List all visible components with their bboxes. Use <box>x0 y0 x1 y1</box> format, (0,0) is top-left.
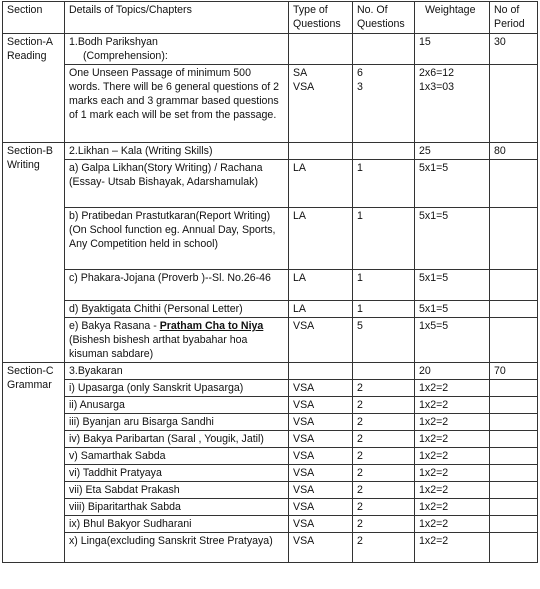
weightage-value: 1x2=2 <box>415 431 490 448</box>
syllabus-table <box>2 1 538 563</box>
topic-text: vii) Eta Sabdat Prakash <box>65 482 289 499</box>
header-weightage: Weightage <box>415 2 490 34</box>
question-count: 2 <box>353 533 415 563</box>
question-type: LA <box>289 160 353 208</box>
table-row <box>3 431 538 448</box>
section-a-no1: 6 <box>357 67 363 79</box>
section-a-no2: 3 <box>357 81 363 93</box>
table-row <box>3 270 538 301</box>
section-a-sub: Reading <box>7 50 47 62</box>
header-period-line1: No of <box>494 4 520 16</box>
table-row <box>3 318 538 363</box>
topic-text: x) Linga(excluding Sanskrit Stree Pratyaya) <box>65 533 289 563</box>
question-count: 2 <box>353 465 415 482</box>
question-count: 2 <box>353 516 415 533</box>
topic-line2: (On School function eg. Annual Day, Sports, Any Competition held in school) <box>69 224 276 250</box>
header-type-line1: Type of <box>293 4 328 16</box>
topic-line1 <box>69 319 284 333</box>
question-type: VSA <box>289 318 353 363</box>
question-type: VSA <box>289 516 353 533</box>
weightage-value: 1x2=2 <box>415 397 490 414</box>
topic-text: vi) Taddhit Pratyaya <box>65 465 289 482</box>
section-c-weightage: 20 <box>415 363 490 380</box>
weightage-value: 1x2=2 <box>415 533 490 563</box>
question-count: 2 <box>353 431 415 448</box>
topic-line2: (Bishesh bishesh arthat byabahar hoa kisuman sabdare) <box>69 334 248 360</box>
topic-line1: b) Pratibedan Prastutkaran(Report Writing) <box>69 210 271 222</box>
table-row <box>3 516 538 533</box>
table-row <box>3 499 538 516</box>
topic-text: ix) Bhul Bakyor Sudharani <box>65 516 289 533</box>
topic-text: iv) Bakya Paribartan (Saral , Yougik, Jatil) <box>65 431 289 448</box>
topic-text: iii) Byanjan aru Bisarga Sandhi <box>65 414 289 431</box>
question-type: VSA <box>289 465 353 482</box>
section-c-label <box>3 363 65 563</box>
table-row <box>3 301 538 318</box>
section-a-type1: SA <box>293 67 308 79</box>
section-b-weightage: 25 <box>415 143 490 160</box>
header-no-line1: No. Of <box>357 4 388 16</box>
section-a-passage-row <box>3 65 538 143</box>
section-c-sub: Grammar <box>7 379 52 391</box>
question-type: VSA <box>289 482 353 499</box>
question-type: LA <box>289 208 353 270</box>
question-count: 2 <box>353 448 415 465</box>
question-type: VSA <box>289 448 353 465</box>
header-section: Section <box>3 2 65 34</box>
section-b-period: 80 <box>490 143 538 160</box>
header-row <box>3 2 538 34</box>
table-row <box>3 533 538 563</box>
weightage-value: 1x5=5 <box>415 318 490 363</box>
weightage-value: 1x2=2 <box>415 414 490 431</box>
section-a-nos <box>353 65 415 143</box>
weightage-value: 1x2=2 <box>415 448 490 465</box>
section-a-title-text: 1.Bodh Parikshyan <box>69 36 158 48</box>
topic-prefix: e) Bakya Rasana - <box>69 320 160 332</box>
section-a-title <box>65 34 289 65</box>
section-b-title-row <box>3 143 538 160</box>
question-count: 1 <box>353 270 415 301</box>
question-type: LA <box>289 270 353 301</box>
weightage-value: 5x1=5 <box>415 160 490 208</box>
weightage-value: 5x1=5 <box>415 301 490 318</box>
question-count: 2 <box>353 482 415 499</box>
section-a-type2: VSA <box>293 81 315 93</box>
question-count: 1 <box>353 160 415 208</box>
header-details: Details of Topics/Chapters <box>65 2 289 34</box>
topic-text: a) Galpa Likhan(Story Writing) / Rachana (Essay- Utsab Bishayak, Adarshamulak) <box>65 160 289 208</box>
topic-text: ii) Anusarga <box>65 397 289 414</box>
question-type: VSA <box>289 414 353 431</box>
topic-text <box>65 208 289 270</box>
section-a-w1: 2x6=12 <box>419 67 455 79</box>
section-c-title: 3.Byakaran <box>65 363 289 380</box>
section-a-name: Section-A <box>7 36 53 48</box>
section-b-title: 2.Likhan – Kala (Writing Skills) <box>65 143 289 160</box>
topic-text: v) Samarthak Sabda <box>65 448 289 465</box>
question-count: 2 <box>353 414 415 431</box>
weightage-value: 1x2=2 <box>415 499 490 516</box>
header-type <box>289 2 353 34</box>
topic-underlined: Pratham Cha to Niya <box>159 320 264 332</box>
section-a-title-row <box>3 34 538 65</box>
section-a-ws <box>415 65 490 143</box>
topic-text: i) Upasarga (only Sanskrit Upasarga) <box>65 380 289 397</box>
table-row <box>3 208 538 270</box>
question-type: VSA <box>289 380 353 397</box>
header-no-line2: Questions <box>357 18 405 30</box>
question-count: 2 <box>353 380 415 397</box>
question-type: VSA <box>289 499 353 516</box>
table-row <box>3 160 538 208</box>
question-count: 2 <box>353 499 415 516</box>
topic-text: c) Phakara-Jojana (Proverb )--Sl. No.26-46 <box>65 270 289 301</box>
table-row <box>3 465 538 482</box>
header-no <box>353 2 415 34</box>
table-row <box>3 380 538 397</box>
weightage-value: 5x1=5 <box>415 208 490 270</box>
question-count: 1 <box>353 301 415 318</box>
section-c-title-row <box>3 363 538 380</box>
weightage-value: 1x2=2 <box>415 380 490 397</box>
section-a-subtitle: (Comprehension): <box>83 50 168 62</box>
weightage-value: 1x2=2 <box>415 465 490 482</box>
topic-text: viii) Biparitarthak Sabda <box>65 499 289 516</box>
section-a-types <box>289 65 353 143</box>
section-c-period: 70 <box>490 363 538 380</box>
weightage-value: 1x2=2 <box>415 516 490 533</box>
question-type: VSA <box>289 533 353 563</box>
section-a-period: 30 <box>490 34 538 65</box>
weightage-value: 1x2=2 <box>415 482 490 499</box>
header-type-line2: Questions <box>293 18 341 30</box>
topic-text: d) Byaktigata Chithi (Personal Letter) <box>65 301 289 318</box>
question-count: 2 <box>353 397 415 414</box>
question-type: LA <box>289 301 353 318</box>
question-type: VSA <box>289 397 353 414</box>
table-row <box>3 448 538 465</box>
section-b-label <box>3 143 65 363</box>
table-row <box>3 414 538 431</box>
table-row <box>3 397 538 414</box>
section-a-w2: 1x3=03 <box>419 81 455 93</box>
topic-text <box>65 318 289 363</box>
section-c-name: Section-C <box>7 365 54 377</box>
table-row <box>3 482 538 499</box>
question-count: 5 <box>353 318 415 363</box>
weightage-value: 5x1=5 <box>415 270 490 301</box>
header-period <box>490 2 538 34</box>
section-a-weightage: 15 <box>415 34 490 65</box>
header-period-line2: Period <box>494 18 525 30</box>
section-b-sub: Writing <box>7 159 40 171</box>
question-count: 1 <box>353 208 415 270</box>
section-a-passage: One Unseen Passage of minimum 500 words. There will be 6 general questions of 2 marks each and 3 grammar based questions of 1 mark each will be set from the passage. <box>65 65 289 143</box>
section-a-label <box>3 34 65 143</box>
section-b-name: Section-B <box>7 145 53 157</box>
question-type: VSA <box>289 431 353 448</box>
